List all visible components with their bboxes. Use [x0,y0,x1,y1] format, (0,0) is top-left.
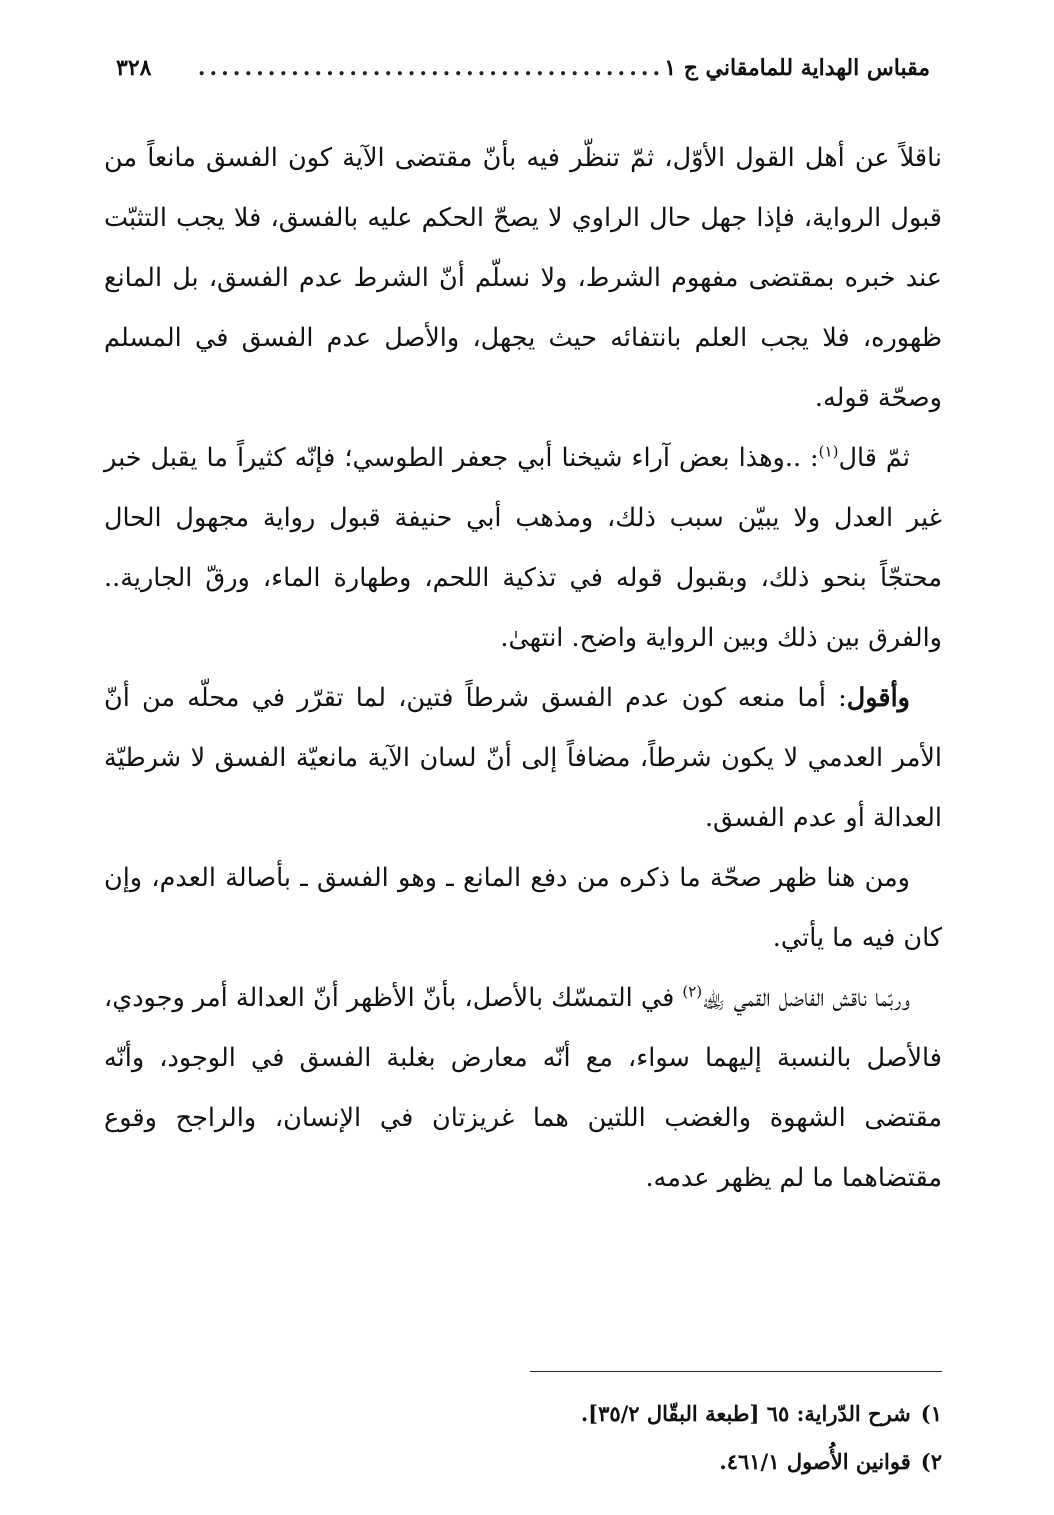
paragraph-2-start: ثمّ قال [838,443,910,473]
leader-dots: ........................................ [197,55,665,81]
paragraph-3-rest: : أما منعه كون عدم الفسق شرطاً فتين، لما تقرّر في محلّه من أنّ الأمر العدمي لا يكون شرطاً، مضافاً إلى أنّ لسان الآية مانعيّة الفسق لا شرطيّة العدالة أو عدم الفسق. [104,683,942,833]
footnote-1 [104,1390,942,1438]
footnote-2-number: ٢) [920,1449,942,1474]
paragraph-5-start: وربّما ناقش الفاضل القمي ﵀ [702,983,910,1013]
footnote-ref-1[interactable]: (١) [818,442,839,461]
body-text [104,128,942,1208]
paragraph-4: ومن هنا ظهر صحّة ما ذكره من دفع المانع ـ وهو الفسق ـ بأصالة العدم، وإن كان فيه ما يأتي. [104,863,942,953]
footnotes [104,1390,942,1486]
paragraph-5 [104,968,942,1208]
footnote-2 [104,1438,942,1486]
paragraph-1: ناقلاً عن أهل القول الأوّل، ثمّ تنظّر فيه بأنّ مقتضى الآية كون الفسق مانعاً من قبول الرواية، فإذا جهل حال الراوي لا يصحّ الحكم عليه بالفسق، فلا يجب التثبّت عند خبره بمقتضى مفهوم الشرط، ولا نسلّم أنّ الشرط عدم الفسق، بل المانع ظهوره، فلا يجب العلم بانتفائه حيث يجهل، والأصل عدم الفسق في المسلم وصحّة قوله. [104,143,942,413]
footnote-2-text: قوانين الأُصول ٤٦١/١. [719,1449,911,1474]
footnote-ref-2[interactable]: (٢) [682,982,703,1001]
paragraph-2-rest: : ..وهذا بعض آراء شيخنا أبي جعفر الطوسي؛ فإنّه كثيراً ما يقبل خبر غير العدل ولا يبيّن سبب ذلك، ومذهب أبي حنيفة قبول رواية مجهول الحال محتجّاً بنحو ذلك، وبقبول قوله في تذكية اللحم، وطهارة الماء، ورقّ الجارية.. والفرق بين ذلك وبين الرواية واضح. انتهىٰ. [104,443,942,653]
book-page [104,40,942,1480]
footnote-divider [530,1371,942,1372]
book-title: مقباس الهداية للمامقاني ج ١ [664,55,930,81]
page-number: ٣٢٨ [116,55,152,81]
paragraph-3 [104,668,942,848]
paragraph-2 [104,428,942,668]
paragraph-3-lead: وأقول [846,683,910,713]
running-head [104,48,942,88]
footnote-1-text: شرح الدّراية: ٦٥ [طبعة البقّال ٣٥/٢]. [580,1401,911,1426]
footnote-1-number: ١) [920,1401,942,1426]
paragraph-5-rest: في التمسّك بالأصل، بأنّ الأظهر أنّ العدالة أمر وجودي، فالأصل بالنسبة إليهما سواء، مع أنّه معارض بغلبة الفسق في الوجود، وأنّه مقتضى الشهوة والغضب اللتين هما غريزتان في الإنسان، والراجح وقوع مقتضاهما ما لم يظهر عدمه. [104,983,942,1193]
